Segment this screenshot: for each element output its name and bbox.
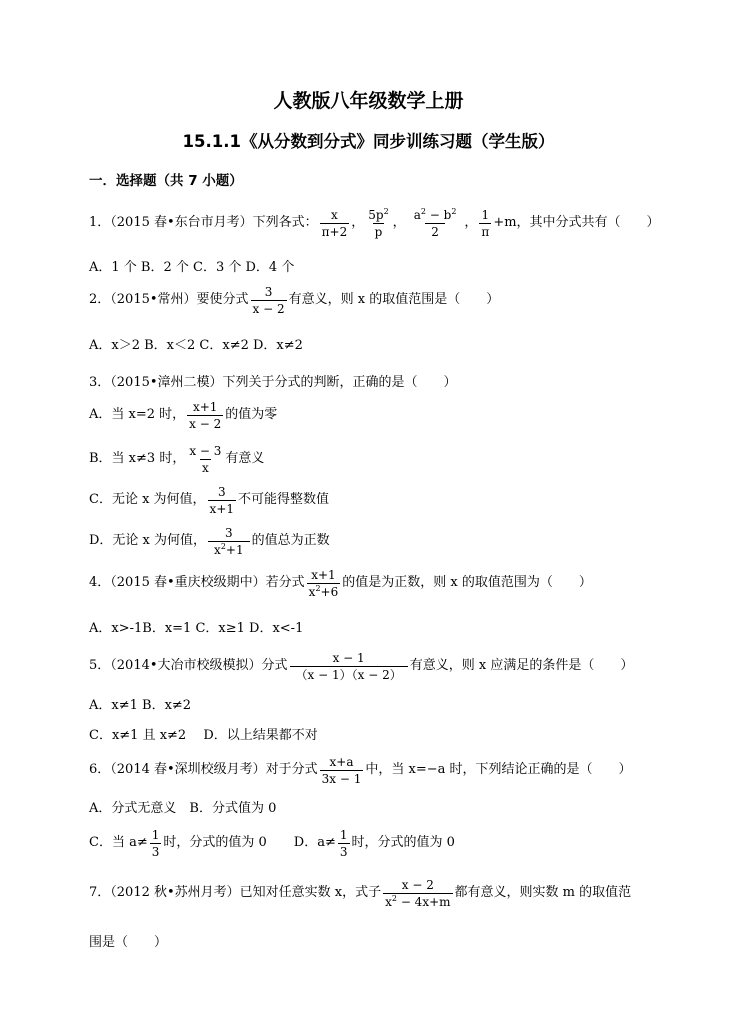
q5-numerator: x − 1 (332, 650, 365, 665)
q4-den-base: x (308, 584, 316, 599)
q3-c-fraction (208, 485, 236, 516)
q1-separator: ， (392, 215, 406, 230)
q6-d-fraction (338, 828, 350, 859)
q5-options-2: C．x≠1 且 x≠2 D．以上结果都不对 (89, 728, 318, 743)
q1-fraction-3 (408, 208, 463, 239)
question-6 (89, 754, 632, 786)
q6-d-numerator: 1 (339, 827, 348, 842)
q1-f2-numerator (366, 208, 390, 223)
q6-c-fraction (150, 828, 162, 859)
q1-f4-numerator: 1 (481, 207, 490, 222)
section-heading: 一．选择题（共 7 小题） (89, 173, 243, 189)
q3-option-c (89, 484, 329, 516)
q6-options-2 (89, 826, 455, 860)
q6-d-prefix: D．a≠ (293, 835, 336, 850)
page-subtitle: 15.1.1《从分数到分式》同步训练习题（学生版） (182, 132, 555, 151)
q3-d-prefix: D．无论 x 为何值， (89, 533, 207, 548)
q3-c-prefix: C．无论 x 为何值， (89, 492, 206, 507)
q1-f1-denominator: π+2 (321, 224, 348, 239)
q7-tail: 都有意义，则实数 m 的取值范 (454, 885, 632, 900)
q1-stem: 1．（2015 春•东台市月考）下列各式： (89, 215, 318, 230)
q3-d-fraction (208, 526, 250, 557)
q3-b-fraction (187, 444, 223, 475)
q1-options: A．1 个 B．2 个 C．3 个 D．4 个 (89, 260, 295, 275)
q2-fraction (251, 285, 287, 316)
q7-denominator (383, 893, 452, 909)
q4-stem: 4．（2015 春•重庆校级期中）若分式 (89, 575, 305, 590)
q2-options: A．x＞2 B．x＜2 C．x≠2 D．x≠2 (89, 338, 303, 353)
q2-tail: 有意义，则 x 的取值范围是（ ） (288, 292, 500, 307)
q3-a-denominator: x − 2 (189, 416, 222, 431)
q7-den-exponent: 2 (391, 893, 397, 903)
q6-options-1: A．分式无意义 B．分式值为 0 (89, 801, 277, 816)
q6-c-prefix: C．当 a≠ (89, 835, 148, 850)
q4-denominator (307, 583, 341, 599)
q1-f4-denominator: π (481, 224, 490, 239)
q1-f3-mid: − b (425, 207, 452, 222)
q4-fraction (307, 568, 341, 599)
q3-b-prefix: B．当 x≠3 时， (89, 451, 186, 466)
q1-fraction-2 (366, 208, 390, 239)
q3-b-tail: 有意义 (225, 451, 265, 466)
q6-c-tail: 时，分式的值为 0 (163, 835, 280, 850)
q3-d-tail: 的值总为正数 (251, 533, 330, 548)
q4-tail: 的值是为正数，则 x 的取值范围为（ ） (342, 575, 592, 590)
q1-f2-base: 5p (368, 207, 384, 222)
q7-den-rest: − 4x+m (397, 894, 451, 909)
q1-fraction-1 (320, 208, 350, 239)
q6-denominator: 3x − 1 (321, 771, 362, 786)
q4-options: A．x>-1B．x=1 C．x≥1 D．x<-1 (89, 621, 304, 636)
q5-stem: 5．（2014•大冶市校级模拟）分式 (89, 658, 288, 673)
question-4 (89, 566, 592, 600)
q3-a-numerator: x+1 (192, 399, 218, 414)
q1-f2-denominator: p (374, 224, 383, 239)
q3-option-b (89, 443, 264, 475)
q7-den-base: x (385, 894, 392, 909)
q1-fraction-4 (479, 208, 491, 239)
question-7 (89, 876, 631, 910)
q3-a-prefix: A．当 x=2 时， (89, 407, 186, 422)
q3-b-denominator: x (201, 460, 209, 475)
q3-c-numerator: 3 (217, 484, 226, 499)
q1-f1-numerator: x (331, 207, 338, 222)
q1-f3-exp-b: 2 (451, 206, 457, 216)
q3-c-denominator: x+1 (209, 501, 235, 516)
q1-f3-exp-a: 2 (420, 206, 426, 216)
q1-f3-denominator: 2 (425, 223, 445, 239)
q6-d-denominator: 3 (339, 844, 348, 859)
q4-den-rest: +6 (320, 584, 339, 599)
q5-denominator: （x − 1）（x − 2） (290, 666, 408, 682)
q4-den-exponent: 2 (315, 583, 321, 593)
q5-tail: 有意义，则 x 应满足的条件是（ ） (409, 658, 634, 673)
q3-a-tail: 的值为零 (225, 407, 278, 422)
q3-b-numerator: x − 3 (189, 443, 222, 458)
question-2 (89, 284, 499, 316)
q3-d-numerator: 3 (225, 525, 233, 540)
q2-stem: 2．（2015•常州）要使分式 (89, 292, 249, 307)
q3-a-fraction (187, 400, 223, 431)
q5-options-1: A．x≠1 B．x≠2 (89, 698, 192, 713)
q3-d-den-exponent: 2 (220, 541, 226, 551)
q1-tail: +m，其中分式共有（ ） (493, 215, 660, 230)
q7-stem: 7．（2012 秋•苏州月考）已知对任意实数 x，式子 (89, 885, 382, 900)
q1-f3-numerator (408, 208, 463, 223)
q4-numerator: x+1 (311, 567, 336, 582)
q1-separator: ， (464, 215, 478, 230)
q6-fraction (320, 755, 364, 786)
q3-option-d (89, 524, 330, 558)
q7-tail-line: 围是（ ） (89, 935, 168, 950)
q2-numerator: 3 (264, 284, 273, 299)
q6-d-tail: 时，分式的值为 0 (351, 835, 455, 850)
question-5 (89, 649, 633, 683)
q3-d-denominator (208, 541, 250, 557)
q3-option-a (89, 399, 277, 431)
q1-separator: ， (351, 215, 365, 230)
q3-d-den-rest: +1 (225, 542, 244, 557)
q3-c-tail: 不可能得整数值 (238, 492, 330, 507)
q6-c-numerator: 1 (151, 827, 160, 842)
q5-fraction (290, 651, 408, 682)
q1-f3-a: a (413, 207, 421, 222)
q6-tail: 中，当 x=−a 时，下列结论正确的是（ ） (365, 762, 632, 777)
q6-numerator: x+a (329, 754, 354, 769)
q1-f2-exponent: 2 (383, 206, 389, 216)
q6-stem: 6．（2014 春•深圳校级月考）对于分式 (89, 762, 318, 777)
question-1 (89, 207, 660, 239)
q7-numerator: x − 2 (401, 877, 434, 892)
page-title: 人教版八年级数学上册 (273, 90, 464, 112)
q3-stem: 3．（2015•漳州二模）下列关于分式的判断，正确的是（ ） (89, 375, 457, 390)
q3-d-den-base: x (214, 542, 221, 557)
q6-c-denominator: 3 (151, 844, 160, 859)
q7-fraction (383, 878, 452, 909)
q2-denominator: x − 2 (252, 301, 285, 316)
